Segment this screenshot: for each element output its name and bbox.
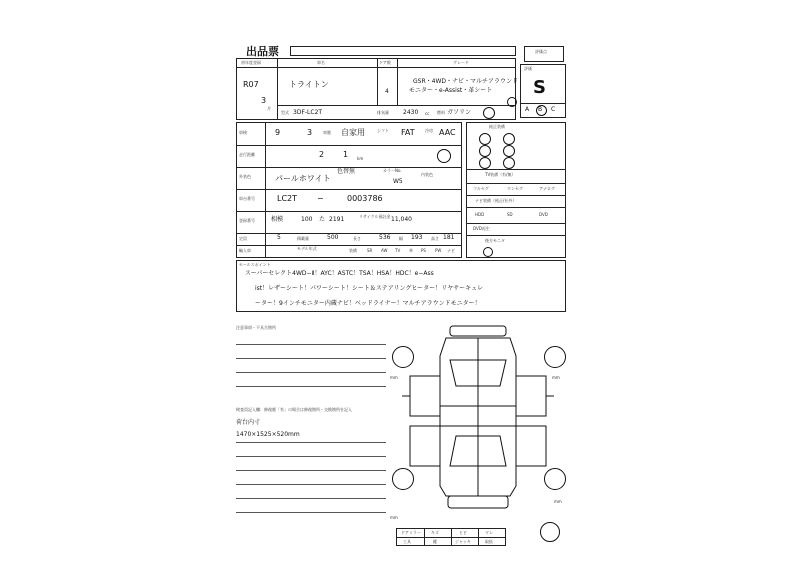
height-value: 181 <box>443 234 455 241</box>
equipment-panel <box>466 122 566 258</box>
use-value: 自家用 <box>341 128 365 137</box>
rear-monitor-circle-icon <box>483 247 493 257</box>
spare-tire-icon <box>540 522 560 542</box>
model-label: 型式 <box>281 110 289 115</box>
inspector-note-label: 検査員記入欄：修復歴「有」の場合は修復箇所・交換箇所を記入 <box>236 407 352 412</box>
sheet-title: 出品票 <box>246 45 279 58</box>
equip-item-pw: PW <box>435 248 442 253</box>
tire-rear-right-icon <box>544 468 566 490</box>
door-label: ドア数 <box>379 60 391 65</box>
plate-class: 100 <box>301 216 313 223</box>
displacement-label: 排気量 <box>377 110 389 115</box>
footer-table <box>396 528 506 546</box>
sales-points-line1: スーパーセレクト4WD−Ⅱ！AYC！ASTC！TSA！HSA！HDC！e−Ass <box>245 270 434 277</box>
color-change-label: 色替無 <box>337 168 356 175</box>
capacity-label: 定員 <box>239 236 247 241</box>
navi-type-sd: SD <box>507 212 513 217</box>
footer-header-1: キズ <box>431 530 439 535</box>
score-option-c: C <box>551 106 556 113</box>
month-value: 3 <box>261 96 267 105</box>
car-name-label: 車名 <box>317 60 325 65</box>
score-option-b: B <box>538 106 543 113</box>
mm-label-fl: mm <box>390 375 398 380</box>
equip-circle-icon <box>479 145 491 157</box>
import-type-label: モデル年式 <box>297 246 317 251</box>
inspection-label: 車検 <box>239 130 247 135</box>
chassis-number: 0003786 <box>347 194 383 203</box>
dvd-label: DVD再生 <box>473 226 490 231</box>
recycle-label: リサイクル預託金 <box>359 214 391 219</box>
footer-header-3: ワレ <box>485 530 493 535</box>
door-value: 4 <box>385 88 389 95</box>
equip-circle-icon <box>503 133 515 145</box>
displacement-unit: cc <box>425 111 430 116</box>
grade-circle-icon <box>507 97 517 107</box>
use-label: 車歴 <box>323 130 331 135</box>
sales-points-line2: ist！レザーシート！パワーシート！シート＆ステアリングヒーター！リヤサーキュレ <box>255 285 484 292</box>
defect-label: 注意事項・不具合箇所 <box>236 325 276 330</box>
plate-area: 相模 <box>271 216 284 223</box>
auction-sheet <box>230 40 576 562</box>
color-code-label: カラーNo. <box>383 168 402 173</box>
footer-header-0: ドアミラー <box>401 530 421 535</box>
equip-item-sr: SR <box>367 248 373 253</box>
mm-label-rr: mm <box>554 499 562 504</box>
footer-value-2: ジャッキ <box>455 539 471 544</box>
grade-label: グレード <box>453 60 469 65</box>
displacement-value: 2430 <box>403 109 419 116</box>
plate-label: 登録番号 <box>239 218 255 223</box>
height-label: 高さ <box>431 236 439 241</box>
import-label: 輸入車 <box>239 248 251 253</box>
sales-points-block <box>236 260 566 312</box>
year-label: 初年度登録 <box>241 60 261 65</box>
equip-circle-icon <box>479 157 491 169</box>
score-label: 評価 <box>524 66 532 71</box>
width-label: 幅 <box>399 236 403 241</box>
inspection-year: 9 <box>275 128 281 137</box>
footer-header-2: ヒビ <box>459 530 467 535</box>
footer-value-1: 鍵 <box>433 539 437 544</box>
chassis-dash: − <box>317 194 324 203</box>
tire-front-right-icon <box>544 346 566 368</box>
equip-item-aw: AW <box>381 248 388 253</box>
score-option-a: A <box>525 106 530 113</box>
equip-circle-icon <box>503 145 515 157</box>
footer-value-3: 取扱 <box>485 539 493 544</box>
grade-line1: GSR・4WD・ナビ・マルチアラウンド <box>413 78 518 85</box>
car-name-value: トライトン <box>289 80 329 89</box>
mileage-b: 1 <box>343 150 349 159</box>
tv-type-analog: アナログ <box>539 186 555 191</box>
plate-number: 2191 <box>329 216 345 223</box>
load-label: 積載量 <box>297 236 309 241</box>
mm-label-rl: mm <box>390 515 398 520</box>
shift-value: FAT <box>401 128 415 137</box>
month-unit: 月 <box>267 106 271 111</box>
mm-label-fr: mm <box>552 375 560 380</box>
fuel-value: ガソリン <box>447 109 472 116</box>
score-value: S <box>533 77 546 98</box>
header-label-strip <box>290 46 516 56</box>
equip-item-ps: PS <box>421 248 426 253</box>
ac-value: AAC <box>439 128 456 137</box>
car-outline-icon <box>390 316 566 526</box>
navi-label: ナビ装備（純正/社外） <box>475 198 517 203</box>
details-block <box>236 122 462 258</box>
equip-item-leather: 革 <box>409 248 413 253</box>
score-circle-icon <box>536 105 547 116</box>
equip-panel-title: 純正装備 <box>489 124 505 129</box>
equip-item-tv: TV <box>395 248 401 253</box>
fuel-circle-icon <box>483 107 495 119</box>
capacity-value: 5 <box>277 234 281 241</box>
color-label: 外装色 <box>239 174 251 179</box>
model-value: 3DF-LC2T <box>293 109 323 116</box>
plate-kana: た <box>319 216 326 223</box>
width-value: 193 <box>411 234 423 241</box>
load-value: 500 <box>327 234 339 241</box>
corner-label: 評価点 <box>535 49 547 54</box>
tv-label: TV装備（有/無） <box>485 172 516 177</box>
equip-circle-icon <box>503 157 515 169</box>
ac-label: 冷房 <box>425 128 433 133</box>
equip-item-navi: ナビ <box>447 248 455 253</box>
recycle-value: 11,040 <box>391 216 412 223</box>
color-code-value: W5 <box>393 178 403 185</box>
rear-monitor-label: 後方モニタ <box>485 238 505 243</box>
cargo-size: 1470×1525×520mm <box>236 431 300 438</box>
color-value: パールホワイト <box>275 174 331 183</box>
year-value: R07 <box>243 80 259 89</box>
tv-type-fullseg: フルセグ <box>473 186 489 191</box>
car-damage-diagram <box>390 316 566 526</box>
equipment-label: 装備 <box>349 248 357 253</box>
navi-type-dvd: DVD <box>539 212 548 217</box>
tv-type-oneseg: ワンセグ <box>507 186 523 191</box>
length-label: 長さ <box>353 236 361 241</box>
car-info-block <box>236 58 516 120</box>
tire-rear-left-icon <box>392 468 414 490</box>
chassis-label: 車台番号 <box>239 196 255 201</box>
cargo-label: 荷台内寸 <box>236 419 261 426</box>
shift-label: シフト <box>377 128 389 133</box>
length-value: 536 <box>379 234 391 241</box>
footer-value-0: 工具 <box>403 539 411 544</box>
mileage-a: 2 <box>319 150 325 159</box>
mileage-unit: km <box>357 156 364 161</box>
tire-front-left-icon <box>392 346 414 368</box>
inspection-month: 3 <box>307 128 313 137</box>
sales-points-label: セールスポイント <box>239 262 271 267</box>
score-box <box>520 64 566 118</box>
interior-label: 内装色 <box>421 172 433 177</box>
equip-circle-icon <box>479 133 491 145</box>
sales-points-line3: ーター！9インチモニター内蔵ナビ！ベッドライナー！マルチアラウンドモニター！ <box>255 300 481 307</box>
mileage-label: 走行距離 <box>239 152 255 157</box>
navi-type-hdd: HDD <box>475 212 485 217</box>
corner-box <box>524 46 564 62</box>
grade-line2: モニター・e-Assist・革シート <box>409 87 493 94</box>
mileage-circle-icon <box>437 149 451 163</box>
chassis-prefix: LC2T <box>277 194 298 203</box>
fuel-label: 燃料 <box>437 110 445 115</box>
